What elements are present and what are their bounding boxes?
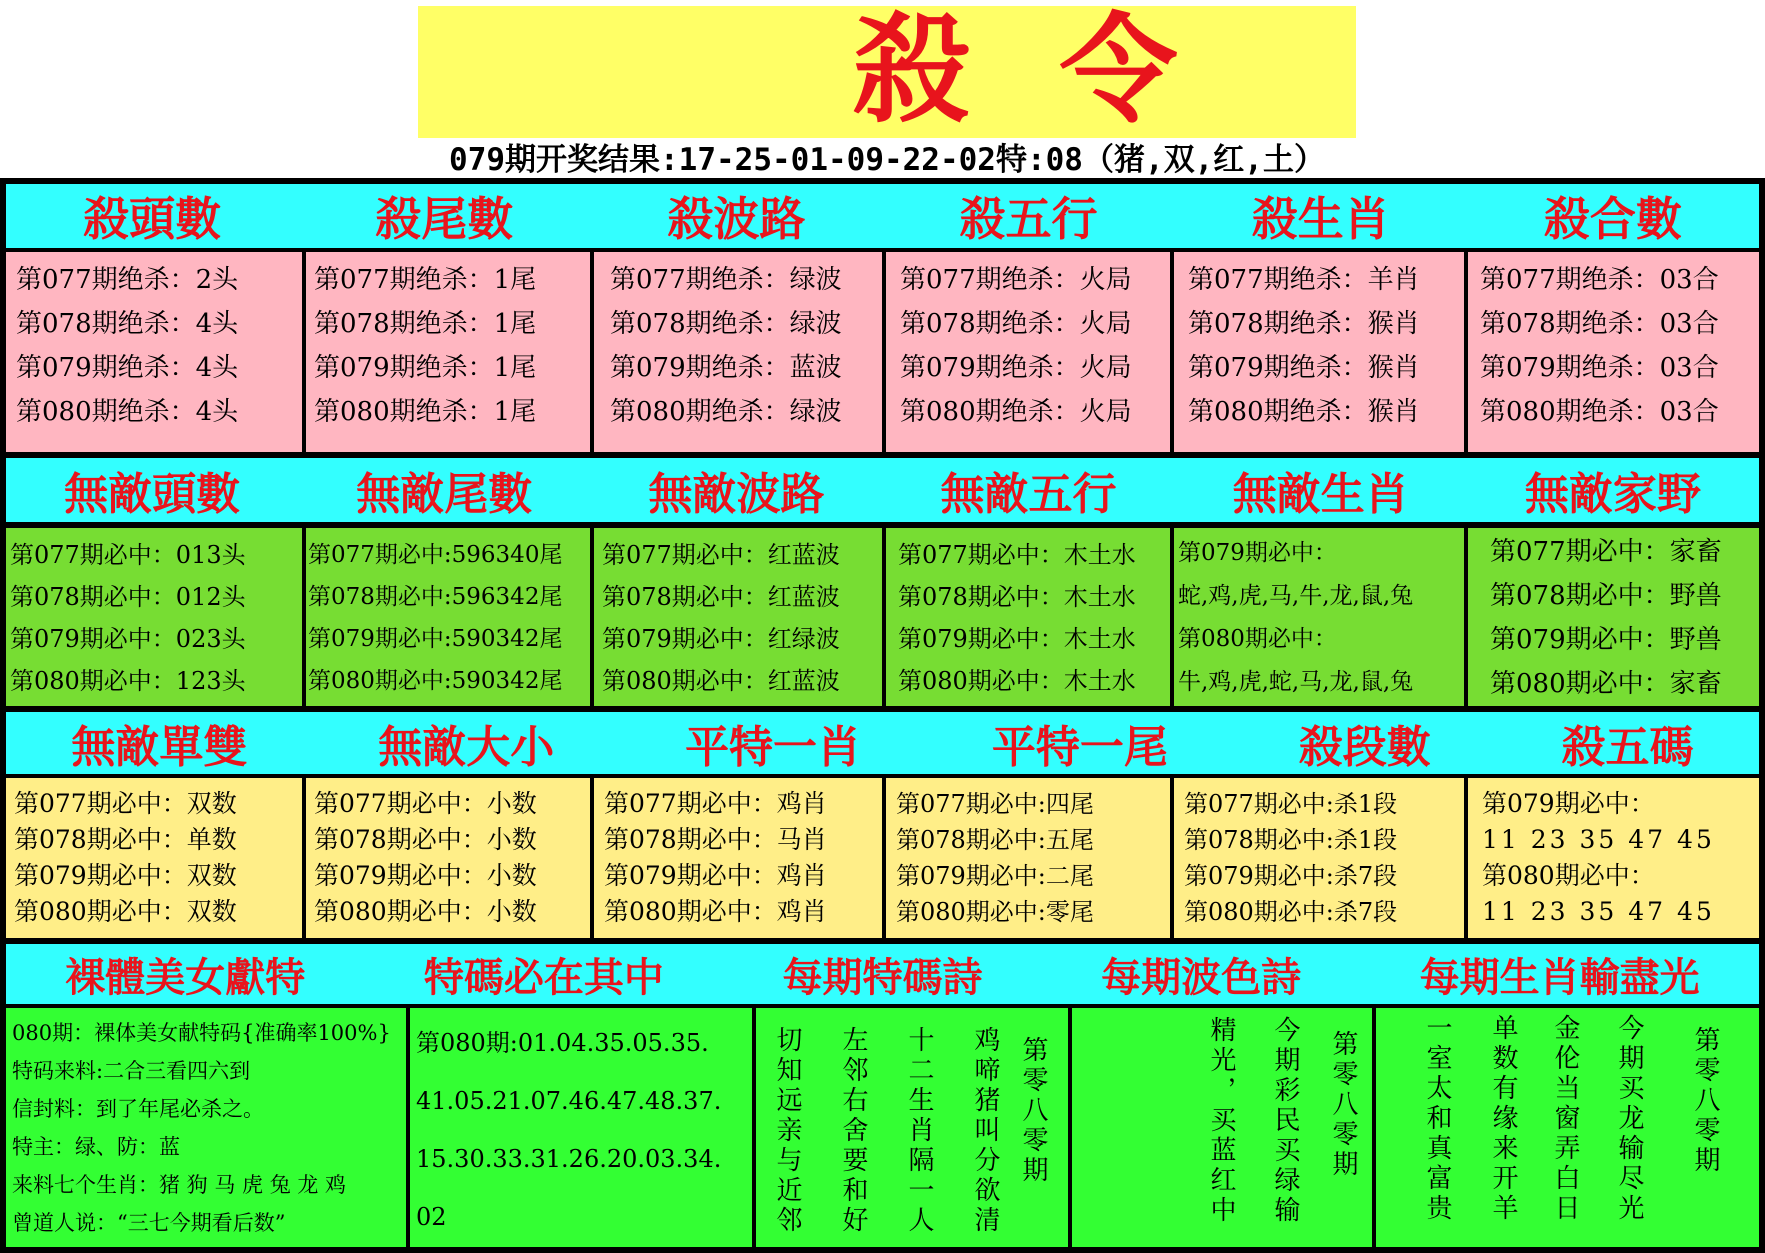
list-item: 15.30.33.31.26.20.03.34. [416,1145,722,1173]
list-item: 第078期绝杀：猴肖 [1188,309,1420,339]
list-item: 第080期必中：家畜 [1490,669,1722,699]
header-sure-zodiac: 無敵生肖 [1232,469,1409,520]
list-item: 第080期绝杀：绿波 [610,397,842,427]
kill-element-list [886,252,1170,452]
poem-issue: 第零八零期 [1328,1030,1358,1180]
list-item: 第080期绝杀：1尾 [314,397,537,427]
section2-header [6,458,1759,522]
number-row: 11 23 35 47 45 [1482,825,1715,854]
list-item: 第078期必中：012头 [10,583,246,611]
list-item: 曾道人说：“三七今期看后数” [12,1211,286,1235]
list-item: 第079期必中：小数 [314,861,537,890]
list-item: 第077期绝杀：火局 [900,265,1132,295]
list-item: 牛,鸡,虎,蛇,马,龙,鼠,兔 [1178,669,1414,695]
header-kill-zodiac: 殺生肖 [1251,192,1390,246]
list-item: 来料七个生肖：猪 狗 马 虎 兔 龙 鸡 [12,1173,347,1197]
list-item: 第080期必中： [1178,626,1337,652]
list-item: 第080期必中：鸡肖 [604,897,827,926]
poem-line: 今期彩民买绿输 [1270,1016,1300,1226]
poem-line: 精光，买蓝红中 [1206,1016,1236,1226]
list-item: 第079期必中:590342尾 [308,626,563,652]
list-item: 第078期必中:五尾 [896,826,1094,854]
header-kill-head: 殺頭數 [83,192,222,246]
kill-zodiac-list [1174,252,1464,452]
kill-wave-list [594,252,882,452]
list-item: 第077期绝杀：绿波 [610,265,842,295]
list-item: 第079期必中：023头 [10,625,246,653]
section4-header [6,944,1759,1004]
list-item: 第079期必中： [1482,789,1655,818]
sure-tail-list [306,528,590,706]
header-big-small: 無敵大小 [378,722,555,773]
list-item: 蛇,鸡,虎,马,牛,龙,鼠,兔 [1178,583,1414,609]
one-tail-list [886,778,1170,938]
poem-line: 左邻右舍要和好 [838,1026,868,1236]
list-item: 第077期必中：小数 [314,789,537,818]
list-item: 第079期必中：双数 [14,861,237,890]
sure-element-list [886,528,1170,706]
list-item: 第077期必中:596340尾 [308,542,563,568]
list-item: 第078期必中:596342尾 [308,584,563,610]
header-kill-element: 殺五行 [959,192,1098,246]
list-item: 第080期:01.04.35.05.35. [416,1029,709,1057]
header-nude-special: 裸體美女獻特 [65,954,306,1001]
poem-issue: 第零八零期 [1690,1026,1720,1176]
list-item: 第080期必中:零尾 [896,898,1094,926]
list-item: 第079期必中:杀7段 [1184,862,1398,890]
list-item: 第078期必中：野兽 [1490,581,1722,611]
nude-special-panel [6,1008,406,1247]
list-item: 第077期必中：双数 [14,789,237,818]
banner-title: 殺 令 [852,1,1202,139]
list-item: 02 [416,1203,447,1231]
header-must-include: 特碼必在其中 [423,954,664,1001]
one-zodiac-list [594,778,882,938]
header-sure-head: 無敵頭數 [64,469,241,520]
poem-line: 金伦当窗弄白日 [1550,1014,1580,1224]
poem-line: 十二生肖隔一人 [904,1026,934,1236]
sure-head-list [6,528,302,706]
list-item: 第078期必中：小数 [314,825,537,854]
list-item: 第078期必中：红蓝波 [602,583,840,611]
kill-head-list [6,252,302,452]
header-kill-wave: 殺波路 [667,192,806,246]
list-item: 第077期必中：013头 [10,541,246,569]
header-special-poem: 每期特碼詩 [782,954,983,1001]
list-item: 第078期必中：木土水 [898,583,1136,611]
list-item: 第079期必中：红绿波 [602,625,840,653]
list-item: 第078期必中：马肖 [604,825,827,854]
list-item: 第080期绝杀：猴肖 [1188,397,1420,427]
list-item: 第078期必中：单数 [14,825,237,854]
list-item: 第080期必中:杀7段 [1184,898,1398,926]
list-item: 第077期必中：鸡肖 [604,789,827,818]
list-item: 第079期绝杀：蓝波 [610,353,842,383]
list-item: 第080期必中:590342尾 [308,668,563,694]
wave-poem-panel [1072,1008,1372,1247]
kill-segment-list [1174,778,1464,938]
list-item: 第078期绝杀：03合 [1480,309,1719,339]
poem-line: 一室太和真富贵 [1422,1014,1452,1224]
header-kill-tail: 殺尾數 [375,192,514,246]
kill-five-numbers-list [1468,778,1759,938]
header-odd-even: 無敵單雙 [71,722,248,773]
prediction-board [0,178,1765,1253]
list-item: 第078期绝杀：火局 [900,309,1132,339]
list-item: 第079期绝杀：03合 [1480,353,1719,383]
list-item: 第080期必中：红蓝波 [602,667,840,695]
list-item: 第079期必中：鸡肖 [604,861,827,890]
poem-line: 今期买龙输尽光 [1614,1014,1644,1224]
poem-line: 鸡啼猪叫分欲清 [970,1026,1000,1236]
header-kill-five-numbers: 殺五碼 [1561,722,1694,773]
special-poem-panel [756,1008,1068,1247]
header-sure-tail: 無敵尾數 [356,469,533,520]
list-item: 第080期绝杀：4头 [16,397,239,427]
list-item: 第079期必中:二尾 [896,862,1094,890]
list-item: 第077期必中：家畜 [1490,537,1722,567]
list-item: 第078期绝杀：绿波 [610,309,842,339]
header-kill-sum: 殺合數 [1543,192,1682,246]
draw-result: 079期开奖结果:17-25-01-09-22-02特:08（猪,双,红,土） [449,142,1325,178]
list-item: 第078期绝杀：1尾 [314,309,537,339]
list-item: 第079期必中：木土水 [898,625,1136,653]
list-item: 第080期必中：木土水 [898,667,1136,695]
list-item: 第080期绝杀：火局 [900,397,1132,427]
list-item: 第077期必中:杀1段 [1184,790,1398,818]
section3-header [6,712,1759,774]
list-item: 特主：绿、防：蓝 [12,1135,180,1159]
list-item: 第079期绝杀：猴肖 [1188,353,1420,383]
list-item: 第080期绝杀：03合 [1480,397,1719,427]
header-one-zodiac: 平特一肖 [685,722,862,773]
header-wave-poem: 每期波色詩 [1101,954,1302,1001]
list-item: 第080期必中：小数 [314,897,537,926]
sure-wave-list [594,528,882,706]
list-item: 080期：裸体美女献特码{准确率100%} [12,1021,391,1045]
list-item: 第077期绝杀：羊肖 [1188,265,1420,295]
list-item: 第079期绝杀：火局 [900,353,1132,383]
header-zodiac-lose: 每期生肖輸盡光 [1419,954,1700,1001]
list-item: 第078期绝杀：4头 [16,309,239,339]
list-item: 第077期必中:四尾 [896,790,1094,818]
list-item: 特码来料:二合三看四六到 [12,1059,251,1083]
list-item: 第080期必中： [1482,861,1655,890]
list-item: 第079期必中： [1178,540,1337,566]
poem-line: 切知远亲与近邻 [772,1026,802,1236]
must-include-panel [410,1008,752,1247]
poem-issue: 第零八零期 [1018,1036,1048,1186]
sure-zodiac-list [1174,528,1464,706]
big-small-list [306,778,590,938]
kill-sum-list [1468,252,1759,452]
odd-even-list [6,778,302,938]
list-item: 第080期必中：123头 [10,667,246,695]
list-item: 41.05.21.07.46.47.48.37. [416,1087,722,1115]
kill-tail-list [306,252,590,452]
list-item: 第079期绝杀：1尾 [314,353,537,383]
poem-line: 单数有缘来开羊 [1488,1014,1518,1224]
list-item: 第080期必中：双数 [14,897,237,926]
sure-domestic-wild-list [1468,528,1759,706]
header-one-tail: 平特一尾 [991,722,1168,773]
list-item: 第078期必中:杀1段 [1184,826,1398,854]
header-sure-element: 無敵五行 [940,469,1117,520]
list-item: 第077期必中：木土水 [898,541,1136,569]
header-kill-segment: 殺段數 [1298,722,1431,773]
zodiac-lose-panel [1376,1008,1759,1247]
header-sure-wave: 無敵波路 [648,469,825,520]
number-row: 11 23 35 47 45 [1482,897,1715,926]
list-item: 第079期绝杀：4头 [16,353,239,383]
list-item: 第077期绝杀：1尾 [314,265,537,295]
section1-header [6,184,1759,248]
list-item: 第077期绝杀：03合 [1480,265,1719,295]
list-item: 第077期绝杀：2头 [16,265,239,295]
list-item: 第079期必中：野兽 [1490,625,1722,655]
header-sure-domestic-wild: 無敵家野 [1524,469,1701,520]
list-item: 信封料：到了年尾必杀之。 [12,1097,264,1121]
list-item: 第077期必中：红蓝波 [602,541,840,569]
